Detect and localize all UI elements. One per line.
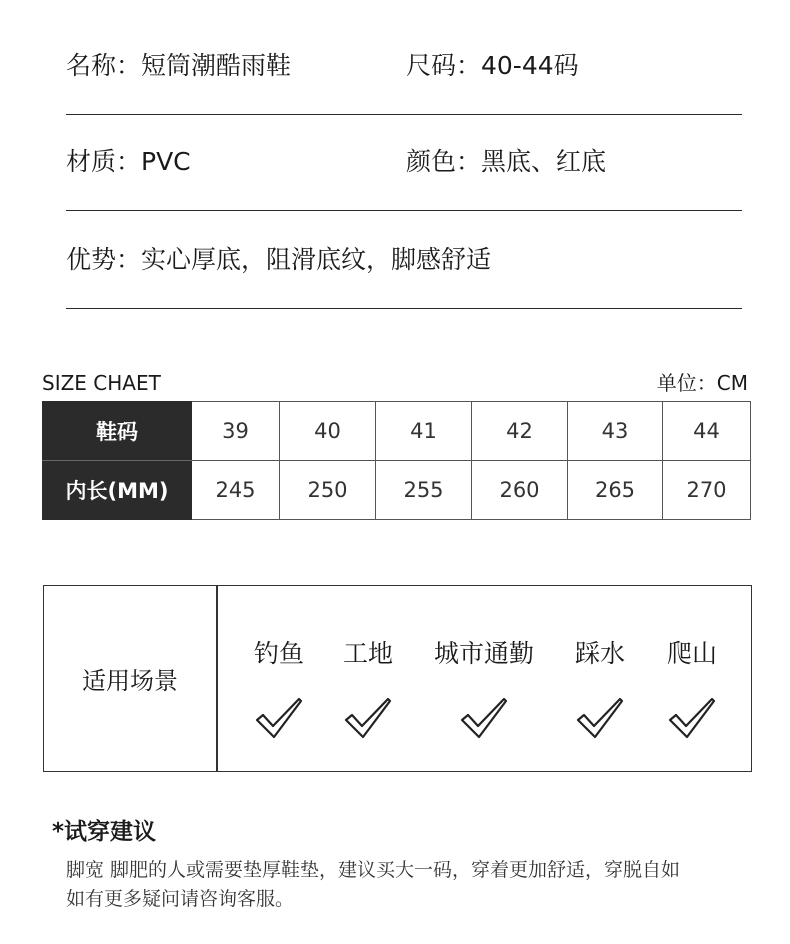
length-cell: 270 [663,461,751,520]
size-row [43,402,751,461]
product-material: 材质：PVC [66,147,191,176]
fitting-advice-line: 脚宽 脚肥的人或需要垫厚鞋垫，建议买大一码，穿着更加舒适，穿脱自如 [66,859,681,881]
scene-label: 钓鱼 [253,639,304,668]
scene-label: 工地 [342,639,393,668]
info-row-material-color [66,113,742,211]
product-name: 名称：短筒潮酷雨鞋 [66,51,292,80]
checkmark-icon [255,696,303,740]
scene-label: 踩水 [574,639,625,668]
length-cell: 255 [376,461,472,520]
fitting-advice-title: *试穿建议 [52,819,157,845]
scene-label: 城市通勤 [433,639,534,668]
size-cell: 40 [280,402,376,461]
scene-label: 爬山 [666,639,717,668]
scene-item-puddle [562,586,638,771]
product-advantage: 优势：实心厚底，阻滑底纹，脚感舒适 [66,245,492,274]
checkmark-icon [668,696,716,740]
size-cell: 42 [472,402,568,461]
length-cell: 260 [472,461,568,520]
length-cell: 245 [192,461,280,520]
checkmark-icon [344,696,392,740]
scene-item-commute [422,586,546,771]
scene-item-hiking [654,586,730,771]
info-row-advantage [66,211,742,309]
size-cell: 39 [192,402,280,461]
length-cell: 265 [568,461,663,520]
product-color: 颜色：黑底、红底 [406,147,607,176]
size-cell: 41 [376,402,472,461]
usage-scenes-title: 适用场景 [82,667,178,695]
size-chart-unit: 单位：CM [656,371,748,395]
usage-scenes-box [43,585,752,772]
checkmark-icon [460,696,508,740]
length-row [43,461,751,520]
scene-item-construction [330,586,406,771]
product-size-range: 尺码：40-44码 [406,51,579,80]
checkmark-icon [576,696,624,740]
size-cell: 44 [663,402,751,461]
scene-item-fishing [241,586,317,771]
size-chart-table [42,401,751,520]
size-chart-title: SIZE CHAET [42,371,161,395]
length-cell: 250 [280,461,376,520]
length-row-header: 内长(MM) [43,461,192,520]
fitting-advice-line: 如有更多疑问请咨询客服。 [66,888,295,910]
scenes-divider [216,586,218,771]
size-cell: 43 [568,402,663,461]
size-row-header: 鞋码 [43,402,192,461]
info-row-name-size [66,17,742,115]
